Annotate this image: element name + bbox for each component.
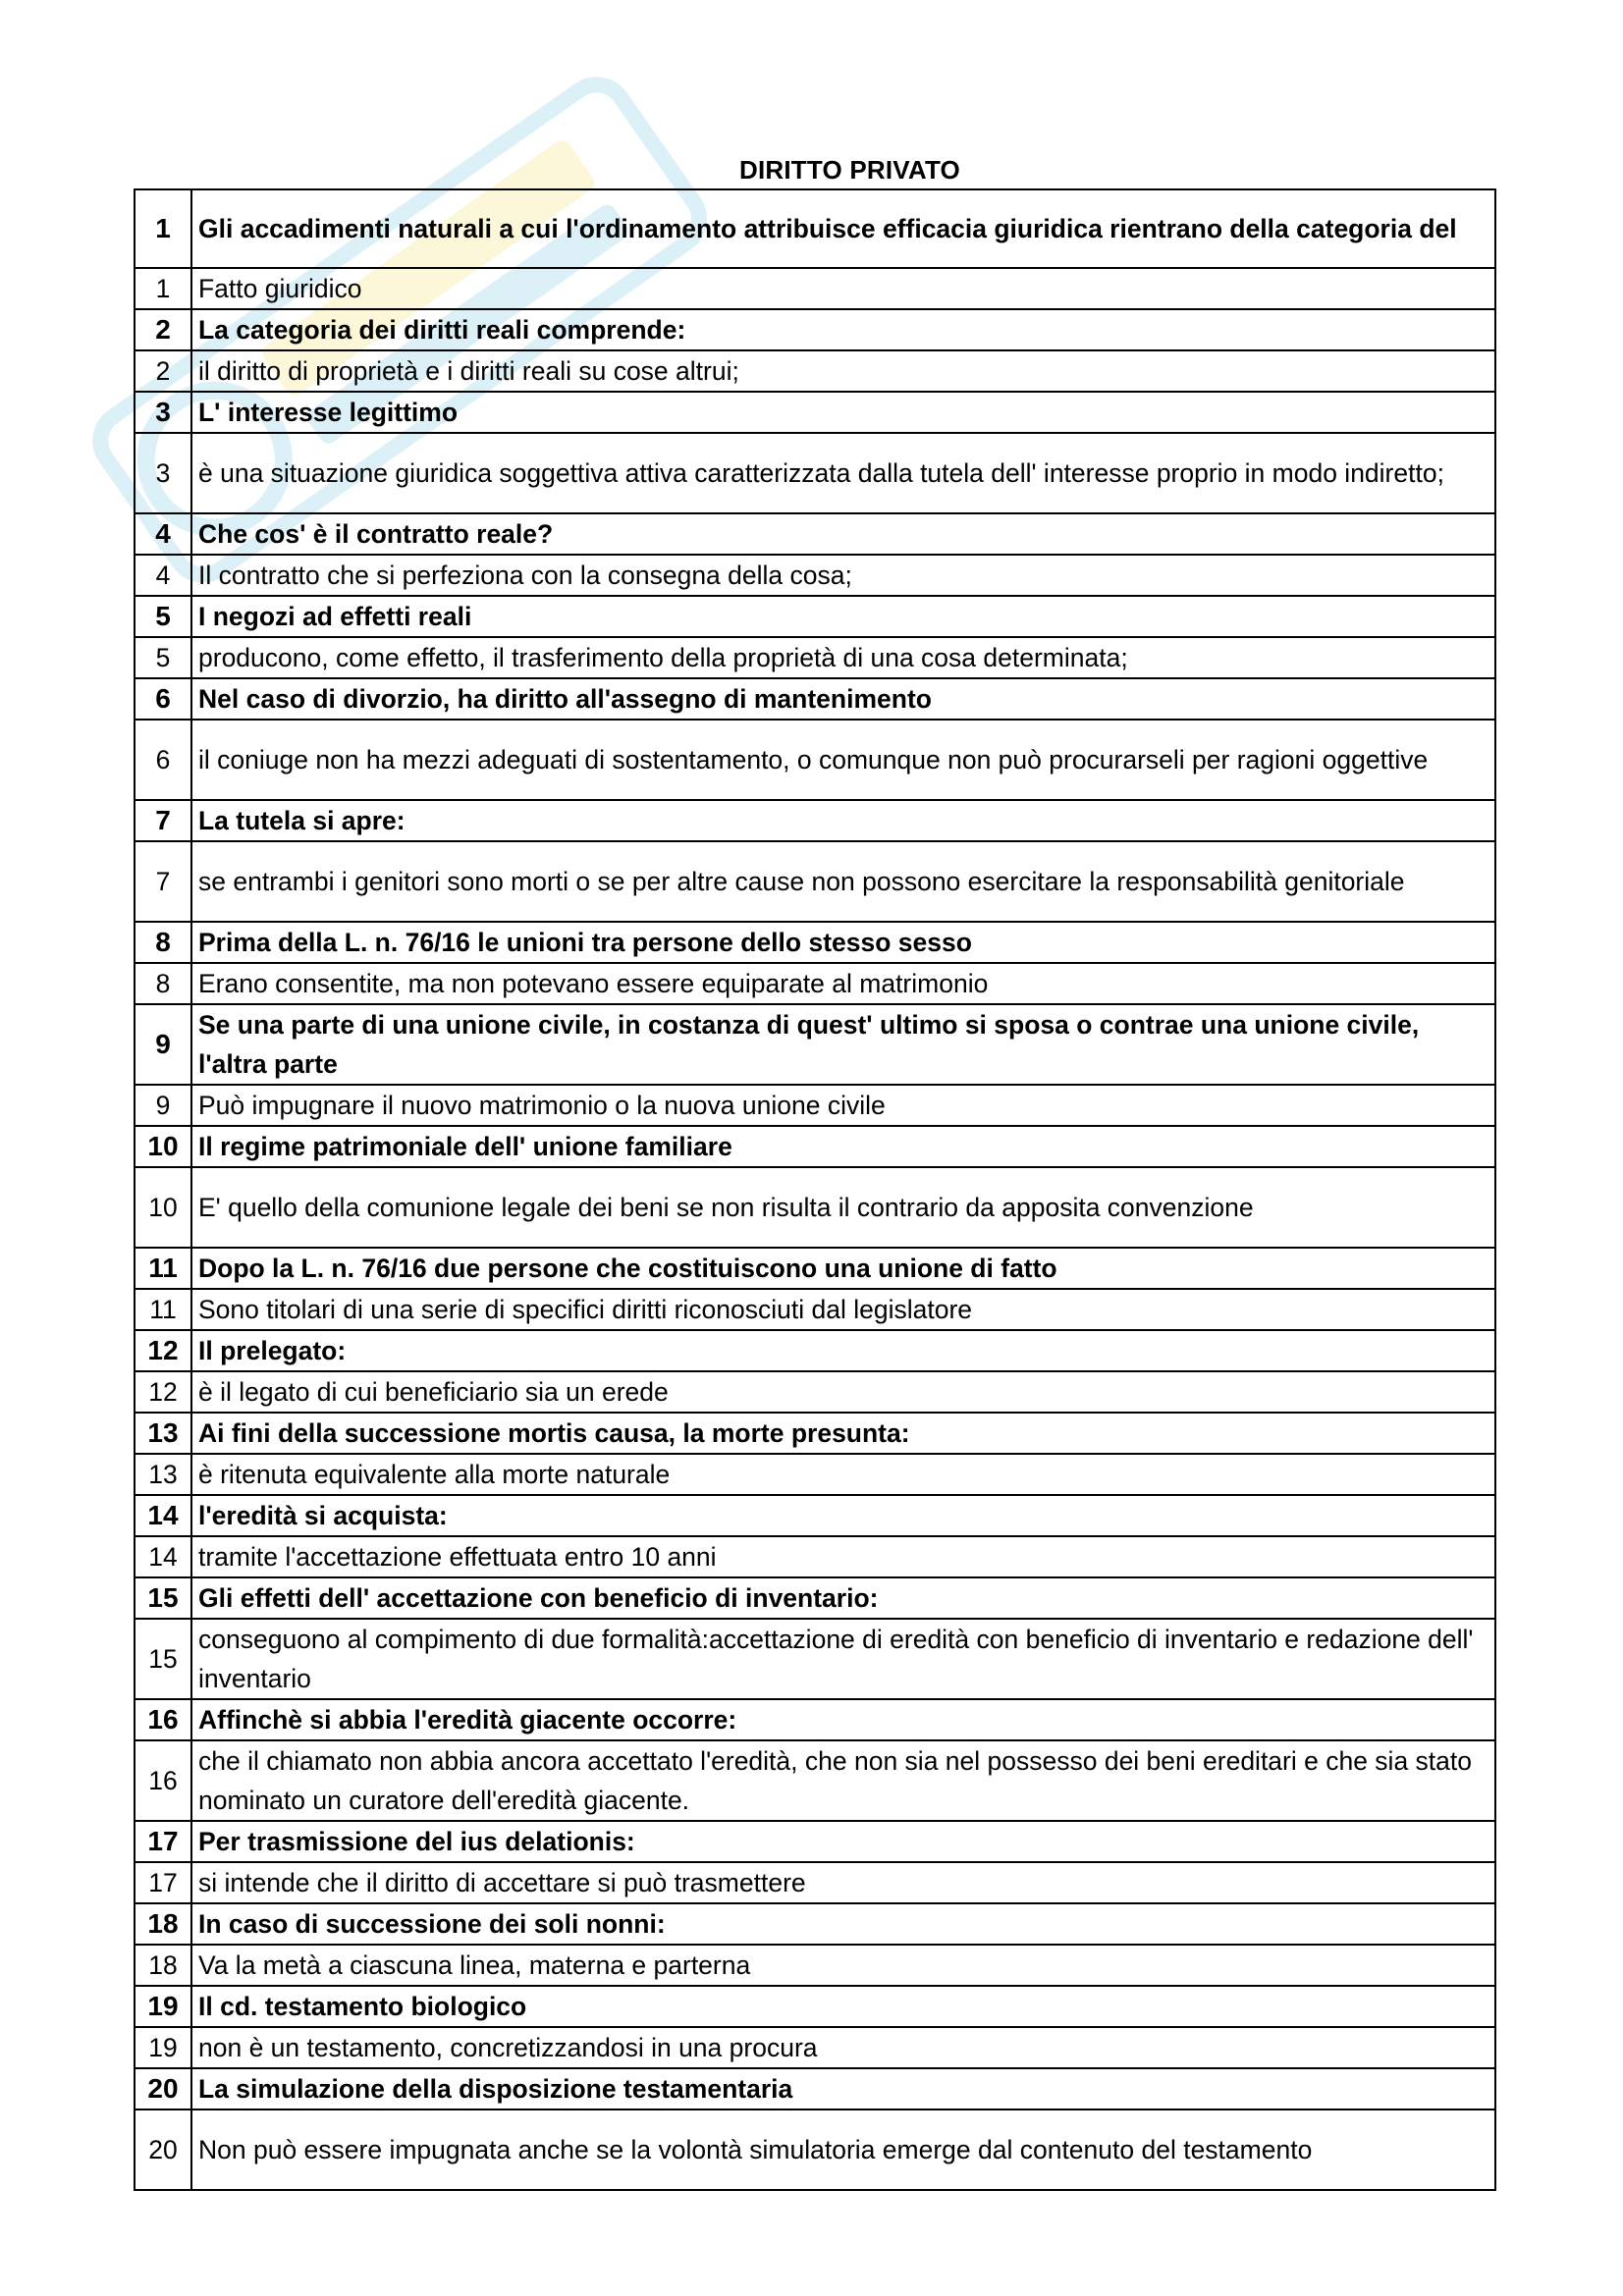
question-number: 1	[135, 189, 191, 268]
answer-number: 1	[135, 268, 191, 309]
question-text: Il regime patrimoniale dell' unione familiare	[191, 1126, 1495, 1167]
question-number: 15	[135, 1577, 191, 1619]
question-text: Gli effetti dell' accettazione con beneficio di inventario:	[191, 1577, 1495, 1619]
question-number: 19	[135, 1986, 191, 2027]
question-number: 5	[135, 596, 191, 637]
answer-row	[135, 1454, 1495, 1495]
answer-number: 6	[135, 720, 191, 800]
question-number: 4	[135, 513, 191, 555]
answer-row	[135, 637, 1495, 678]
question-row	[135, 1126, 1495, 1167]
answer-text: producono, come effetto, il trasferimento della proprietà di una cosa determinata;	[191, 637, 1495, 678]
question-row	[135, 392, 1495, 433]
answer-text: se entrambi i genitori sono morti o se per altre cause non possono esercitare la responsabilità genitoriale	[191, 841, 1495, 922]
answer-number: 3	[135, 433, 191, 513]
answer-text: il diritto di proprietà e i diritti reali su cose altrui;	[191, 350, 1495, 392]
answer-number: 5	[135, 637, 191, 678]
answer-number: 8	[135, 963, 191, 1004]
answer-text: è il legato di cui beneficiario sia un erede	[191, 1371, 1495, 1413]
answer-text: Non può essere impugnata anche se la volontà simulatoria emerge dal contenuto del testamento	[191, 2109, 1495, 2190]
answer-number: 11	[135, 1289, 191, 1330]
answer-number: 14	[135, 1536, 191, 1577]
question-number: 18	[135, 1903, 191, 1945]
page-title: DIRITTO PRIVATO	[739, 155, 960, 185]
answer-row	[135, 1536, 1495, 1577]
answer-row	[135, 350, 1495, 392]
question-text: I negozi ad effetti reali	[191, 596, 1495, 637]
answer-row	[135, 555, 1495, 596]
answer-number: 2	[135, 350, 191, 392]
answer-text: Il contratto che si perfeziona con la consegna della cosa;	[191, 555, 1495, 596]
question-number: 7	[135, 800, 191, 841]
question-text: In caso di successione dei soli nonni:	[191, 1903, 1495, 1945]
answer-row	[135, 433, 1495, 513]
question-text: Se una parte di una unione civile, in costanza di quest' ultimo si sposa o contrae una unione civile, l'altra parte	[191, 1004, 1495, 1085]
question-text: Prima della L. n. 76/16 le unioni tra persone dello stesso sesso	[191, 922, 1495, 963]
answer-number: 15	[135, 1619, 191, 1699]
answer-row	[135, 1085, 1495, 1126]
answer-row	[135, 720, 1495, 800]
answer-number: 19	[135, 2027, 191, 2068]
question-number: 17	[135, 1821, 191, 1862]
question-number: 9	[135, 1004, 191, 1085]
answer-text: conseguono al compimento di due formalità:accettazione di eredità con beneficio di inventario e redazione dell' inventario	[191, 1619, 1495, 1699]
question-number: 16	[135, 1699, 191, 1740]
question-row	[135, 309, 1495, 350]
question-number: 10	[135, 1126, 191, 1167]
question-text: Affinchè si abbia l'eredità giacente occorre:	[191, 1699, 1495, 1740]
answer-text: Fatto giuridico	[191, 268, 1495, 309]
answer-row	[135, 1167, 1495, 1248]
answer-row	[135, 841, 1495, 922]
answer-text: che il chiamato non abbia ancora accettato l'eredità, che non sia nel possesso dei beni ereditari e che sia stato nominato un curatore dell'eredità giacente.	[191, 1740, 1495, 1821]
answer-text: E' quello della comunione legale dei beni se non risulta il contrario da apposita convenzione	[191, 1167, 1495, 1248]
question-number: 8	[135, 922, 191, 963]
question-row	[135, 922, 1495, 963]
question-text: Il cd. testamento biologico	[191, 1986, 1495, 2027]
question-row	[135, 1699, 1495, 1740]
question-text: La simulazione della disposizione testamentaria	[191, 2068, 1495, 2109]
question-row	[135, 2068, 1495, 2109]
question-row	[135, 800, 1495, 841]
question-row	[135, 1330, 1495, 1371]
answer-row	[135, 1619, 1495, 1699]
answer-number: 16	[135, 1740, 191, 1821]
answer-text: è ritenuta equivalente alla morte naturale	[191, 1454, 1495, 1495]
answer-text: Può impugnare il nuovo matrimonio o la nuova unione civile	[191, 1085, 1495, 1126]
question-row	[135, 678, 1495, 720]
answer-number: 13	[135, 1454, 191, 1495]
question-row	[135, 1821, 1495, 1862]
question-row	[135, 1577, 1495, 1619]
qa-table	[134, 188, 1496, 2191]
question-text: La tutela si apre:	[191, 800, 1495, 841]
question-text: Nel caso di divorzio, ha diritto all'assegno di mantenimento	[191, 678, 1495, 720]
answer-row	[135, 2027, 1495, 2068]
question-number: 14	[135, 1495, 191, 1536]
question-number: 3	[135, 392, 191, 433]
answer-number: 18	[135, 1945, 191, 1986]
answer-row	[135, 1862, 1495, 1903]
question-text: Dopo la L. n. 76/16 due persone che costituiscono una unione di fatto	[191, 1248, 1495, 1289]
answer-number: 12	[135, 1371, 191, 1413]
answer-row	[135, 963, 1495, 1004]
question-row	[135, 513, 1495, 555]
answer-row	[135, 1945, 1495, 1986]
question-number: 6	[135, 678, 191, 720]
answer-number: 20	[135, 2109, 191, 2190]
answer-number: 17	[135, 1862, 191, 1903]
question-row	[135, 1986, 1495, 2027]
answer-text: tramite l'accettazione effettuata entro 10 anni	[191, 1536, 1495, 1577]
answer-text: il coniuge non ha mezzi adeguati di sostentamento, o comunque non può procurarseli per ragioni oggettive	[191, 720, 1495, 800]
question-text: La categoria dei diritti reali comprende:	[191, 309, 1495, 350]
question-number: 12	[135, 1330, 191, 1371]
answer-number: 10	[135, 1167, 191, 1248]
answer-text: non è un testamento, concretizzandosi in una procura	[191, 2027, 1495, 2068]
question-text: Per trasmissione del ius delationis:	[191, 1821, 1495, 1862]
answer-row	[135, 1740, 1495, 1821]
answer-text: si intende che il diritto di accettare si può trasmettere	[191, 1862, 1495, 1903]
question-text: Gli accadimenti naturali a cui l'ordinamento attribuisce efficacia giuridica rientrano della categoria del	[191, 189, 1495, 268]
answer-number: 4	[135, 555, 191, 596]
question-number: 11	[135, 1248, 191, 1289]
question-row	[135, 1413, 1495, 1454]
question-number: 2	[135, 309, 191, 350]
question-text: l'eredità si acquista:	[191, 1495, 1495, 1536]
question-text: Che cos' è il contratto reale?	[191, 513, 1495, 555]
question-text: Il prelegato:	[191, 1330, 1495, 1371]
question-number: 20	[135, 2068, 191, 2109]
question-row	[135, 596, 1495, 637]
question-row	[135, 189, 1495, 268]
question-row	[135, 1495, 1495, 1536]
question-text: Ai fini della successione mortis causa, la morte presunta:	[191, 1413, 1495, 1454]
question-row	[135, 1248, 1495, 1289]
question-row	[135, 1004, 1495, 1085]
answer-row	[135, 1371, 1495, 1413]
answer-row	[135, 1289, 1495, 1330]
answer-row	[135, 268, 1495, 309]
answer-number: 9	[135, 1085, 191, 1126]
answer-text: è una situazione giuridica soggettiva attiva caratterizzata dalla tutela dell' interesse proprio in modo indiretto;	[191, 433, 1495, 513]
answer-number: 7	[135, 841, 191, 922]
question-row	[135, 1903, 1495, 1945]
question-number: 13	[135, 1413, 191, 1454]
answer-text: Erano consentite, ma non potevano essere equiparate al matrimonio	[191, 963, 1495, 1004]
answer-text: Va la metà a ciascuna linea, materna e parterna	[191, 1945, 1495, 1986]
question-text: L' interesse legittimo	[191, 392, 1495, 433]
answer-row	[135, 2109, 1495, 2190]
answer-text: Sono titolari di una serie di specifici diritti riconosciuti dal legislatore	[191, 1289, 1495, 1330]
